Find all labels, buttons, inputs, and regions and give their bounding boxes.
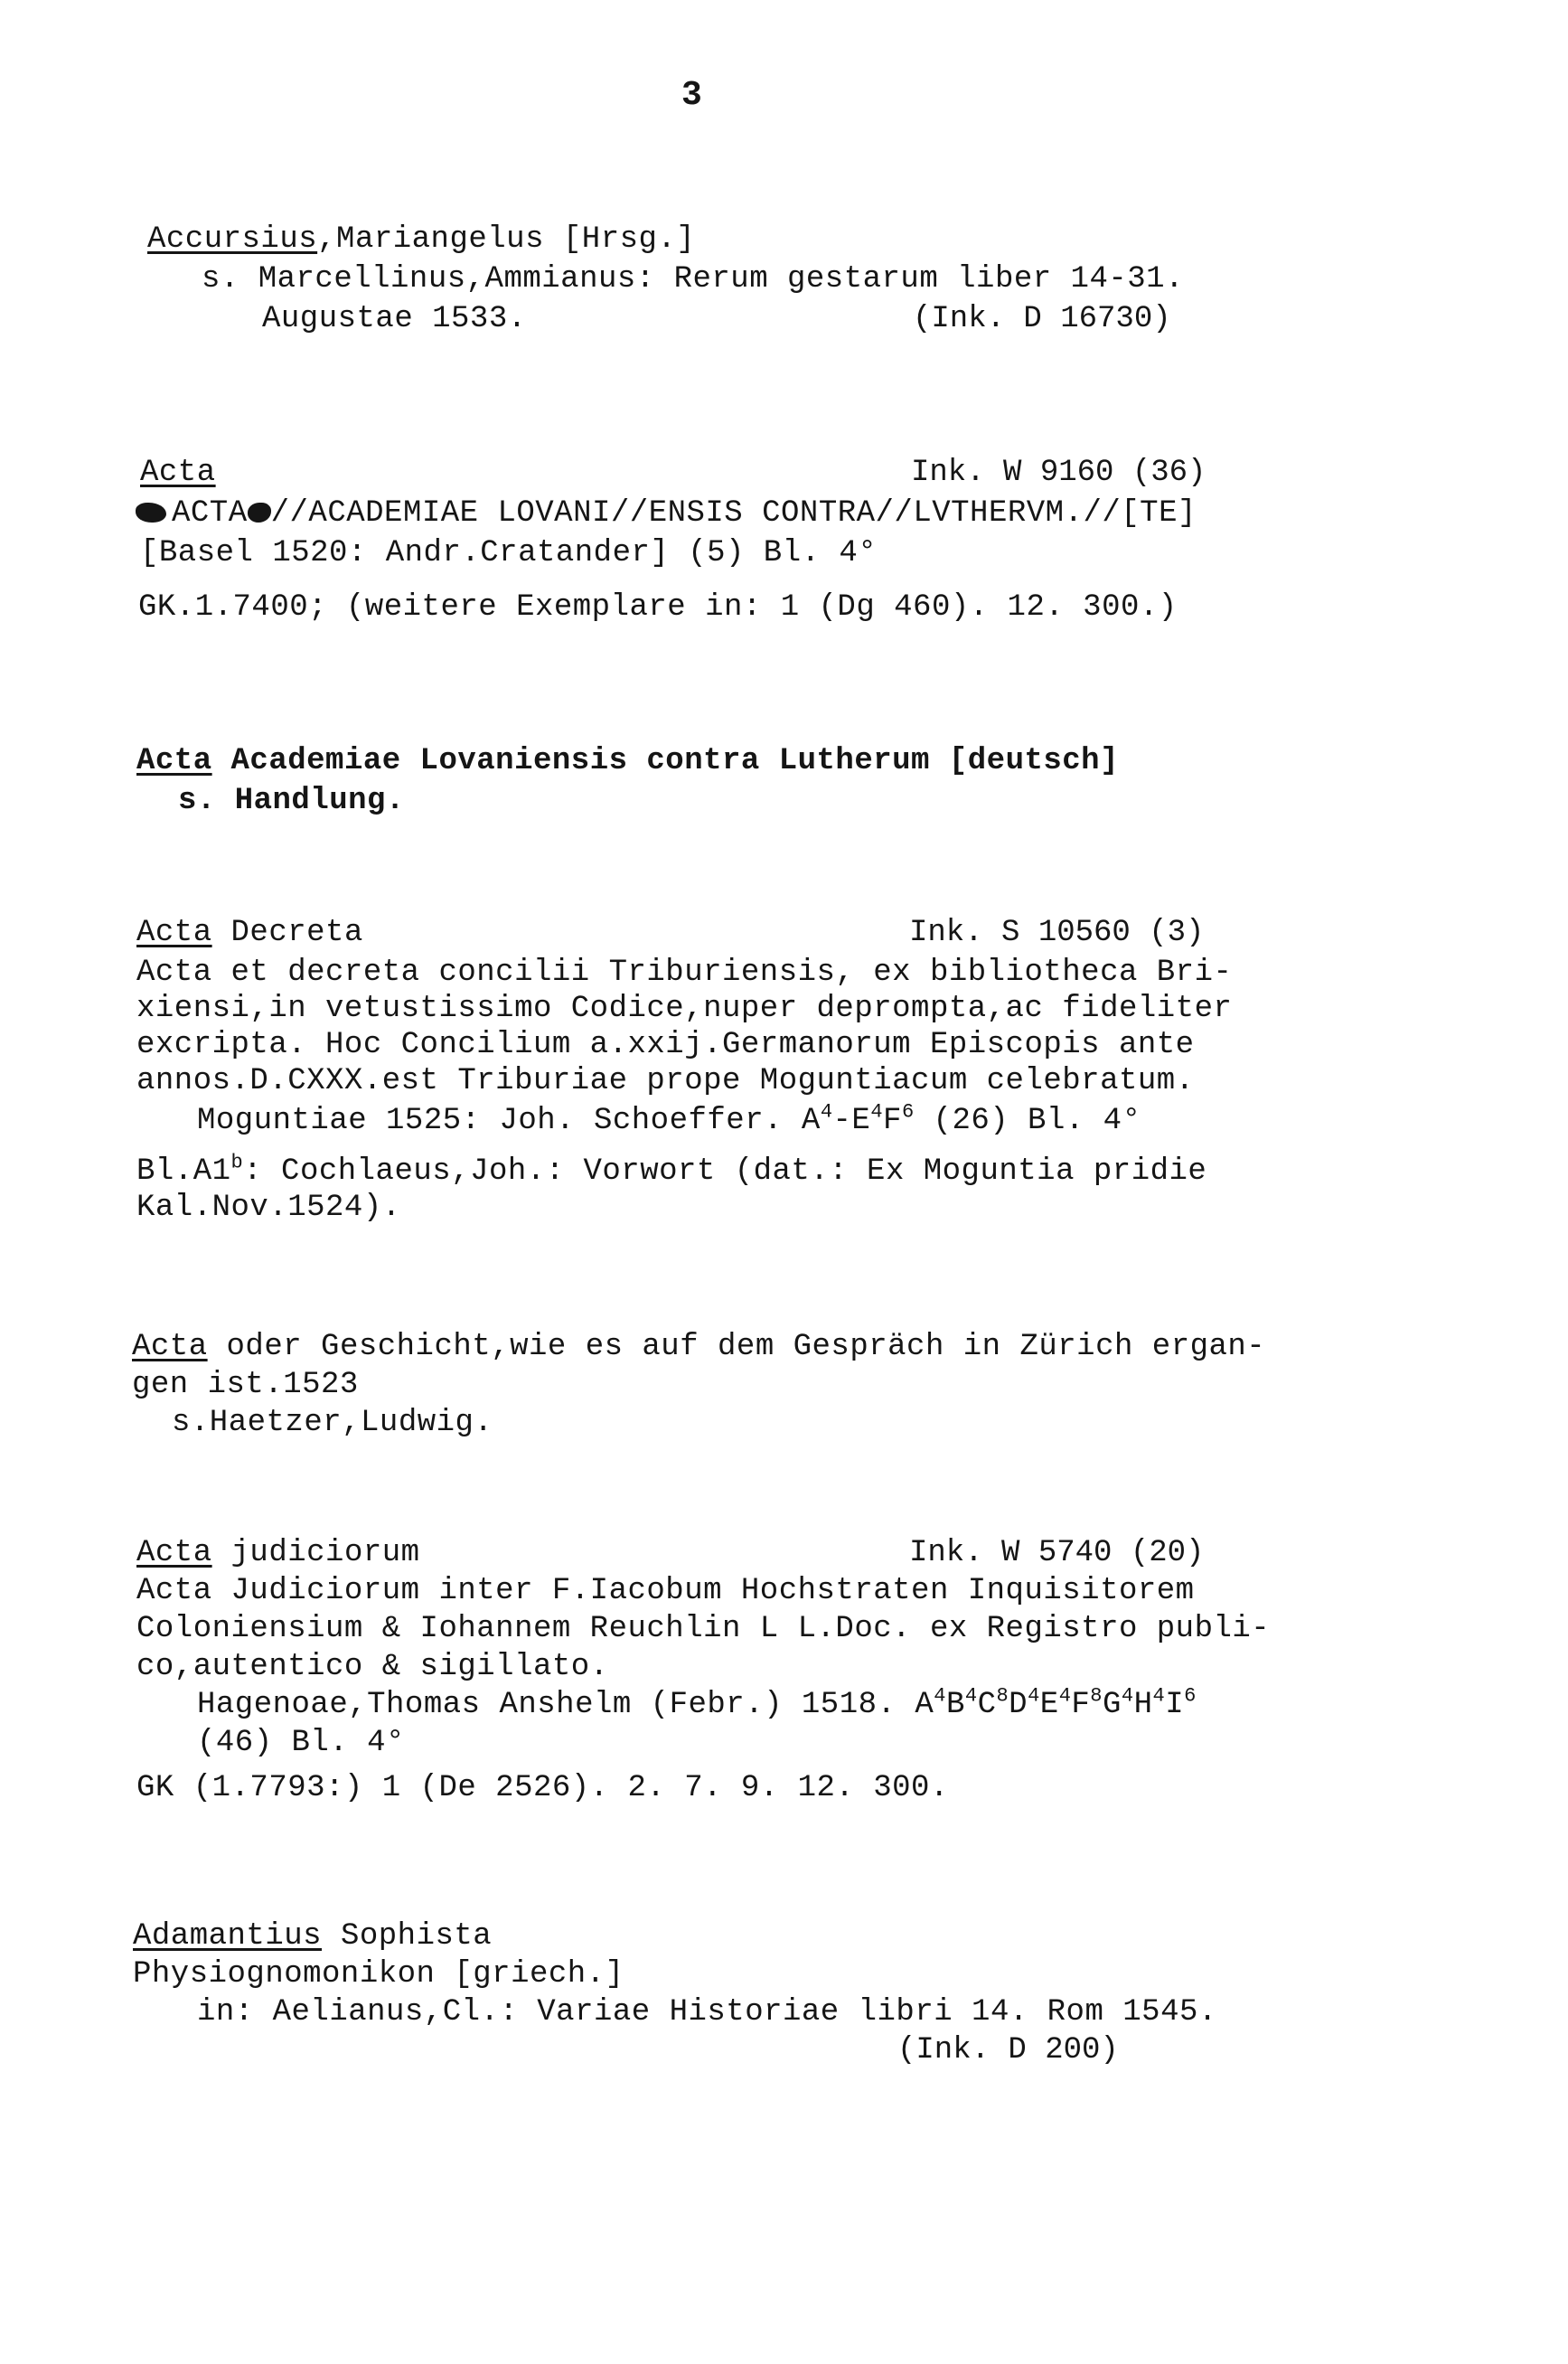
entry-heading-line: Acta judiciorum bbox=[136, 1536, 420, 1570]
collation-formula bbox=[915, 1684, 1197, 1722]
entry-line: Acta et decreta concilii Triburiensis, ex bibliotheca Bri- bbox=[136, 956, 1233, 990]
entry-line: co,autentico & sigillato. bbox=[136, 1650, 609, 1684]
collation-letter: A bbox=[915, 1688, 934, 1722]
ink-blot-icon bbox=[248, 503, 271, 523]
entry-line: s.Haetzer,Ludwig. bbox=[172, 1406, 493, 1440]
entry-shelfmark: (Ink. D 16730) bbox=[913, 302, 1171, 336]
collation-count: 6 bbox=[1184, 1684, 1197, 1708]
entry-shelfmark: Ink. W 9160 (36) bbox=[911, 456, 1207, 490]
entry-line: xiensi,in vetustissimo Codice,nuper deprompta,ac fideliter bbox=[136, 992, 1233, 1026]
ink-stain-icon bbox=[136, 503, 166, 523]
entry-line: (46) Bl. 4° bbox=[197, 1726, 405, 1760]
entry-shelfmark: (Ink. D 200) bbox=[897, 2033, 1119, 2067]
entry-line: Acta Judiciorum inter F.Iacobum Hochstraten Inquisitorem bbox=[136, 1574, 1195, 1608]
collation-letter: G bbox=[1103, 1688, 1122, 1722]
entry-gk: GK (1.7793:) 1 (De 2526). 2. 7. 9. 12. 300. bbox=[136, 1771, 949, 1805]
entry-line: s. Marcellinus,Ammianus: Rerum gestarum liber 14-31. bbox=[202, 262, 1184, 297]
entry-imprint: [Basel 1520: Andr.Cratander] (5) Bl. 4° bbox=[140, 536, 878, 570]
entry-line: annos.D.CXXX.est Triburiae prope Moguntiacum celebratum. bbox=[136, 1064, 1195, 1098]
collation-count: 4 bbox=[1058, 1684, 1072, 1708]
entry-line: Kal.Nov.1524). bbox=[136, 1191, 401, 1225]
entry-head: Acta bbox=[140, 456, 216, 490]
entry-heading-line bbox=[147, 221, 695, 258]
collation-letter: F bbox=[1071, 1688, 1091, 1722]
collation-count: 4 bbox=[964, 1684, 978, 1708]
entry-line: Physiognomonikon [griech.] bbox=[133, 1957, 624, 1992]
entry-shelfmark: Ink. S 10560 (3) bbox=[909, 916, 1205, 950]
collation-count: 4 bbox=[934, 1684, 946, 1708]
collation-count: 4 bbox=[1121, 1684, 1134, 1708]
entry-line: s. Handlung. bbox=[178, 784, 405, 818]
entry-heading-line: Acta oder Geschicht,wie es auf dem Gespräch in Zürich ergan- bbox=[132, 1330, 1266, 1364]
entry-line: in: Aelianus,Cl.: Variae Historiae libri 14. Rom 1545. bbox=[197, 1995, 1217, 2030]
page-number: 3 bbox=[681, 76, 702, 115]
entry-line: excripta. Hoc Concilium a.xxij.Germanorum Episcopis ante bbox=[136, 1028, 1195, 1062]
collation-count: 4 bbox=[1028, 1684, 1040, 1708]
collation-letter: H bbox=[1133, 1688, 1153, 1722]
entry-imprint: Moguntiae 1525: Joh. Schoeffer. $A^4-E^4F^6$ (26) Bl. 4° bbox=[197, 1100, 1141, 1138]
collation-letter: D bbox=[1009, 1688, 1028, 1722]
entry-title-line: ACTA //ACADEMIAE LOVANI//ENSIS CONTRA//LVTHERVM.//[TE] bbox=[136, 495, 1197, 532]
entry-heading-line: Acta Academiae Lovaniensis contra Lutherum [deutsch] bbox=[136, 744, 1119, 778]
entry-head-rest: ,Mariangelus [Hrsg.] bbox=[317, 222, 696, 257]
collation-letter: I bbox=[1165, 1688, 1185, 1722]
entry-shelfmark: Ink. W 5740 (20) bbox=[909, 1536, 1205, 1570]
entry-imprint: Hagenoae,Thomas Anshelm (Febr.) 1518. $A^4B^4C^8D^4E^4F^8G^4H^4I^6$ bbox=[197, 1684, 1197, 1722]
collation-letter: B bbox=[945, 1688, 965, 1722]
entry-heading-line: Acta Decreta bbox=[136, 916, 363, 950]
entry-gk: GK.1.7400; (weitere Exemplare in: 1 (Dg 460). 12. 300.) bbox=[138, 590, 1178, 625]
collation-count: 8 bbox=[1090, 1684, 1103, 1708]
entry-line: Coloniensium & Iohannem Reuchlin L L.Doc. ex Registro publi- bbox=[136, 1612, 1271, 1646]
collation-count: 8 bbox=[996, 1684, 1009, 1708]
entry-heading-line: Adamantius Sophista bbox=[133, 1919, 493, 1954]
entry-line: Bl.A1$^b$: Cochlaeus,Joh.: Vorwort (dat.: Ex Moguntia pridie bbox=[136, 1151, 1207, 1189]
entry-head: Accursius bbox=[147, 222, 318, 257]
collation-count: 4 bbox=[1152, 1684, 1166, 1708]
entry-line-imprint: Augustae 1533. bbox=[262, 302, 527, 336]
collation-letter: E bbox=[1039, 1688, 1059, 1722]
collation-letter: C bbox=[977, 1688, 997, 1722]
entry-line: gen ist.1523 bbox=[132, 1368, 359, 1402]
